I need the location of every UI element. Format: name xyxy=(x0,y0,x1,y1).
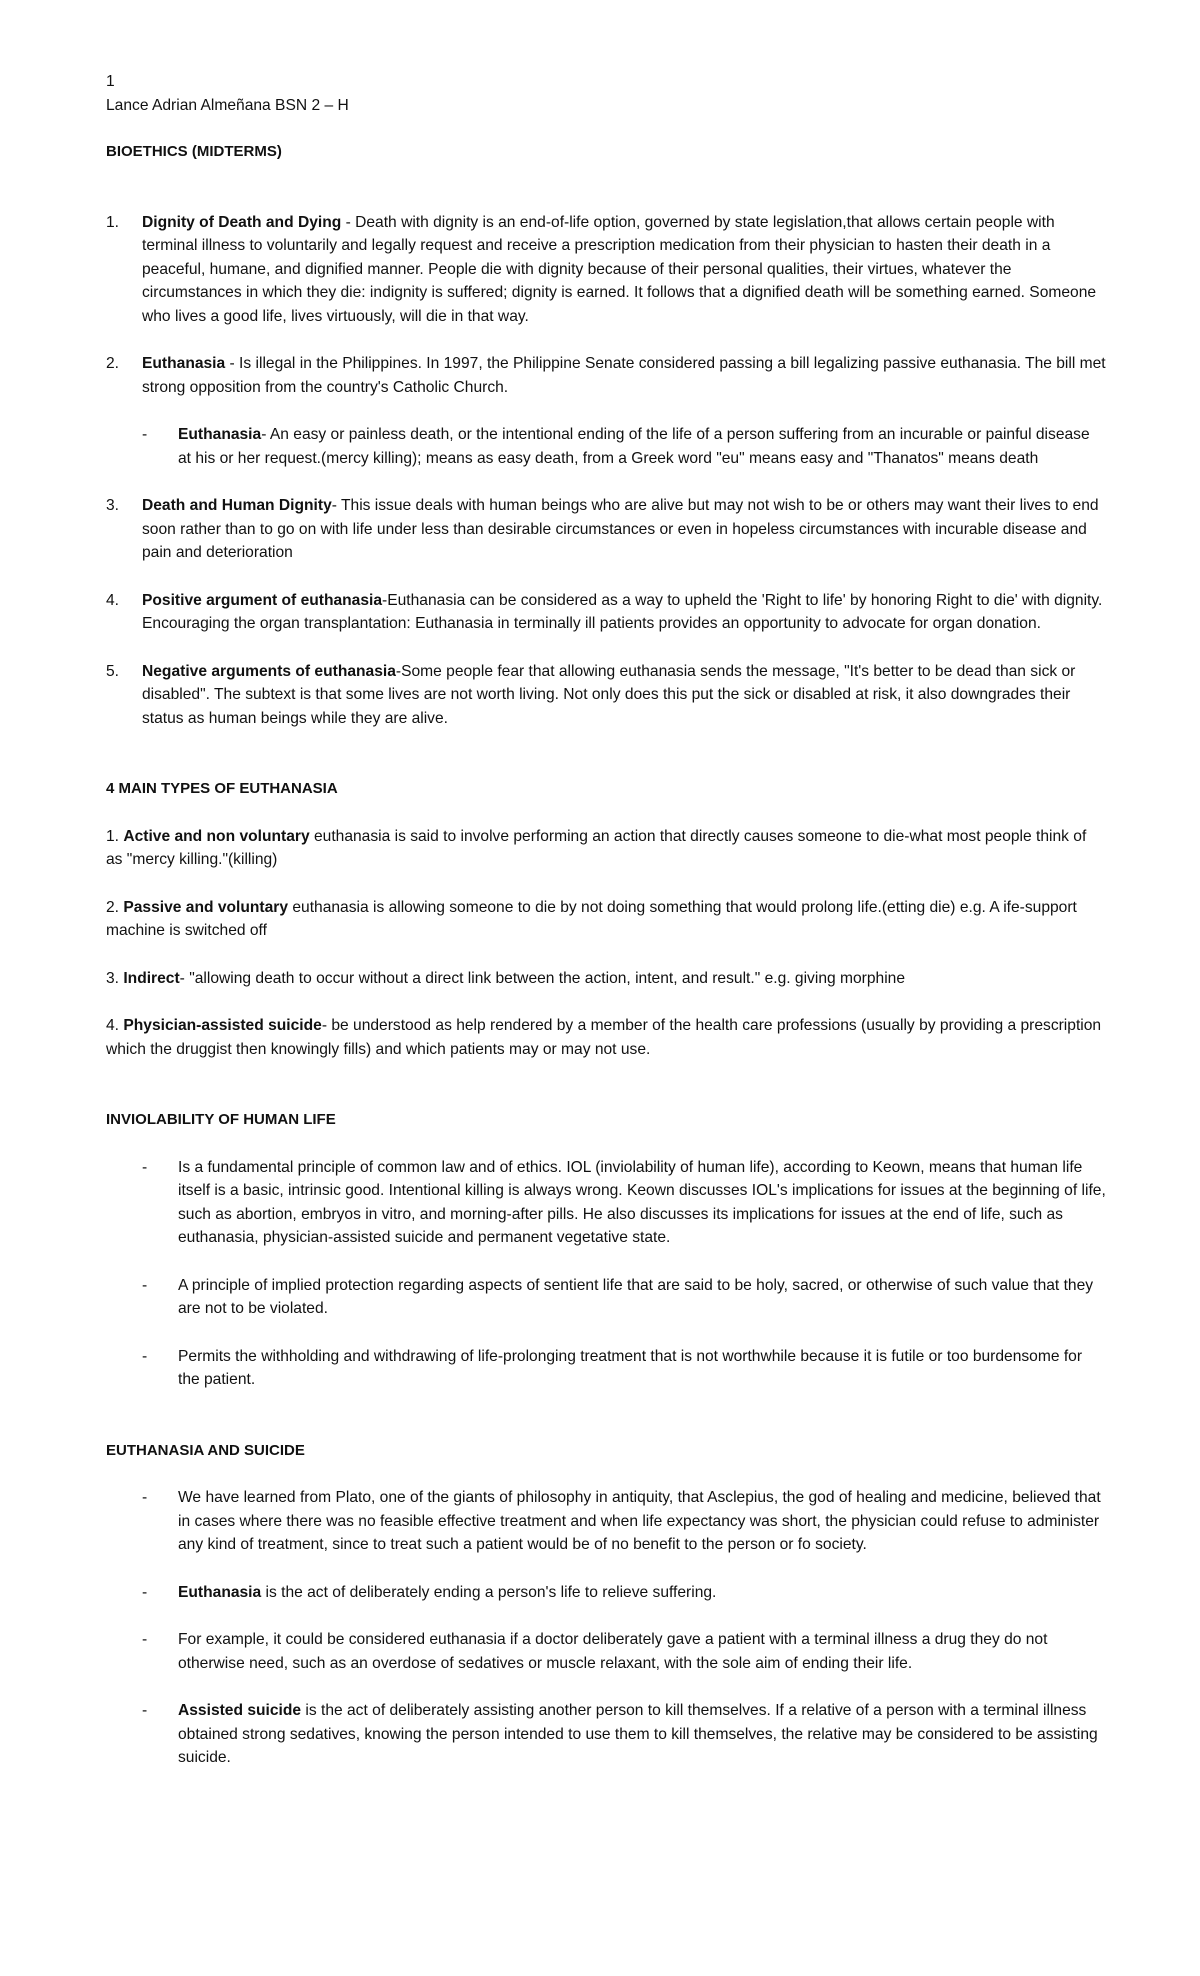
suicide-item-4 xyxy=(142,1699,1106,1770)
item-number: 4. xyxy=(106,1017,124,1034)
item-body xyxy=(142,211,1106,329)
dash-bullet: - xyxy=(142,426,148,443)
item-number: 1. xyxy=(106,213,120,231)
item-term: Active and non voluntary xyxy=(123,827,310,845)
type-item-2 xyxy=(106,896,1106,943)
item-text: - be understood as help rendered by a member of the health care professions (usually by providing a prescription which the druggist then knowingly fills) and which patients may or may not use. xyxy=(106,1017,1102,1058)
item-term: Assisted suicide xyxy=(178,1702,302,1719)
item-term: Indirect xyxy=(123,969,180,987)
dash-bullet: - xyxy=(142,1631,148,1648)
item-text: We have learned from Plato, one of the giants of philosophy in antiquity, that Asclepius, the god of healing and medicine, believed that in cases where there was no feasible effective treatment and when life expectancy was short, the physician could refuse to administer any kind of treatment, since to treat such a patient would be of no benefit to the person or fo society. xyxy=(178,1489,1101,1553)
item-text: euthanasia is said to involve performing an action that directly causes someone to die-what most people think of as "mercy killing."(killing) xyxy=(106,827,1087,868)
item-term: Euthanasia xyxy=(178,426,262,443)
item-number: 2. xyxy=(106,898,124,916)
dash-bullet: - xyxy=(142,1347,148,1365)
item-term: Negative arguments of euthanasia xyxy=(142,662,396,680)
page-number: 1 xyxy=(106,73,115,90)
item-text: - This issue deals with human beings who are alive but may not wish to be or others may want their lives to end soon rather than to go on with life under less than desirable circumstances or even in hopeless circumstances with incurable disease and pain and deterioration xyxy=(142,497,1099,561)
item-number: 1. xyxy=(106,827,124,845)
section-heading-inviolability: INVIOLABILITY OF HUMAN LIFE xyxy=(106,1111,336,1128)
item-term: Death and Human Dignity xyxy=(142,497,332,514)
type-item-3 xyxy=(106,967,1106,991)
item-text: - An easy or painless death, or the intentional ending of the life of a person suffering from an incurable or painful disease at his or her request.(mercy killing); means as easy death, from a Greek word "eu" means easy and "Thanatos" means death xyxy=(178,426,1090,467)
section-heading-types: 4 MAIN TYPES OF EUTHANASIA xyxy=(106,780,338,797)
item-text: - Is illegal in the Philippines. In 1997, the Philippine Senate considered passing a bill legalizing passive euthanasia. The bill met strong opposition from the country's Catholic Church. xyxy=(142,355,1106,396)
item-number: 4. xyxy=(106,591,120,609)
item-term: Euthanasia xyxy=(142,355,226,372)
suicide-item-1 xyxy=(142,1486,1106,1557)
numbered-item-1 xyxy=(106,211,1106,329)
numbered-item-5 xyxy=(106,660,1106,731)
item-body xyxy=(142,589,1106,636)
item-number: 3. xyxy=(106,497,120,514)
section-heading-suicide: EUTHANASIA AND SUICIDE xyxy=(106,1441,305,1459)
dash-bullet: - xyxy=(142,1702,148,1719)
item-text: - Death with dignity is an end-of-life option, governed by state legislation,that allows certain people with terminal illness to voluntarily and legally request and receive a prescription medication from their physician to hasten their death in a peaceful, humane, and dignified manner. People die with dignity because of their personal qualities, their virtues, whatever the circumstances in which they die: indignity is suffered; dignity is earned. It follows that a dignified death will be something earned. Someone who lives a good life, lives virtuously, will die in that way. xyxy=(142,213,1097,325)
item-text: is the act of deliberately ending a person's life to relieve suffering. xyxy=(261,1583,717,1601)
item-text: is the act of deliberately assisting another person to kill themselves. If a relative of a person with a terminal illness obtained strong sedatives, knowing the person intended to use them to kill themselves, the relative may be considered to be assisting suicide. xyxy=(178,1702,1098,1766)
item-body xyxy=(178,1699,1106,1770)
suicide-item-3 xyxy=(142,1628,1106,1675)
inviolability-item-3 xyxy=(142,1345,1106,1392)
item-number: 5. xyxy=(106,662,120,680)
item-body xyxy=(178,1581,1106,1605)
item-term: Physician-assisted suicide xyxy=(123,1017,322,1034)
euthanasia-definition-item xyxy=(142,423,1106,470)
numbered-item-4 xyxy=(106,589,1106,636)
item-body xyxy=(178,423,1106,470)
item-text: - "allowing death to occur without a direct link between the action, intent, and result." e.g. giving morphine xyxy=(179,969,906,987)
suicide-item-2 xyxy=(142,1581,1106,1605)
inviolability-item-2 xyxy=(142,1274,1106,1321)
item-text: -Some people fear that allowing euthanasia sends the message, "It's better to be dead than sick or disabled". The subtext is that some lives are not worth living. Not only does this put the sick or disabled at risk, it also downgrades their status as human beings while they are alive. xyxy=(142,662,1076,727)
numbered-item-2 xyxy=(106,352,1106,399)
item-body xyxy=(142,352,1106,399)
inviolability-item-1 xyxy=(142,1156,1106,1250)
item-term: Passive and voluntary xyxy=(123,898,289,916)
type-item-4 xyxy=(106,1014,1106,1061)
dash-bullet: - xyxy=(142,1489,148,1506)
dash-bullet: - xyxy=(142,1583,148,1601)
item-text: For example, it could be considered euthanasia if a doctor deliberately gave a patient with a terminal illness a drug they do not otherwise need, such as an overdose of sedatives or muscle relaxant, with the sole aim of ending their life. xyxy=(178,1631,1048,1672)
item-term: Positive argument of euthanasia xyxy=(142,591,383,609)
type-item-1 xyxy=(106,825,1106,872)
item-text: Permits the withholding and withdrawing of life-prolonging treatment that is not worthwhile because it is futile or too burdensome for the patient. xyxy=(178,1347,1083,1388)
item-number: 2. xyxy=(106,355,120,372)
author-line: Lance Adrian Almeñana BSN 2 – H xyxy=(106,96,349,114)
item-body xyxy=(142,494,1106,565)
numbered-item-3 xyxy=(106,494,1106,565)
dash-bullet: - xyxy=(142,1276,148,1294)
item-body xyxy=(178,1486,1106,1557)
item-number: 3. xyxy=(106,969,124,987)
item-term: Dignity of Death and Dying xyxy=(142,213,342,231)
dash-bullet: - xyxy=(142,1158,148,1176)
item-body xyxy=(178,1628,1106,1675)
item-text: euthanasia is allowing someone to die by not doing something that would prolong life.(etting die) e.g. A ife-support machine is switched off xyxy=(106,898,1077,939)
document-title: BIOETHICS (MIDTERMS) xyxy=(106,143,282,160)
item-text: -Euthanasia can be considered as a way to upheld the 'Right to life' by honoring Right to die' with dignity. Encouraging the organ transplantation: Euthanasia in terminally ill patients provides an opportunity to advocate for organ donation. xyxy=(142,591,1103,632)
item-text: A principle of implied protection regarding aspects of sentient life that are said to be holy, sacred, or otherwise of such value that they are not to be violated. xyxy=(178,1276,1094,1317)
item-body xyxy=(142,660,1106,731)
document-page xyxy=(106,70,1106,1770)
item-term: Euthanasia xyxy=(178,1583,262,1601)
item-text: Is a fundamental principle of common law and of ethics. IOL (inviolability of human life), according to Keown, means that human life itself is a basic, intrinsic good. Intentional killing is always wrong. Keown discusses IOL's implications for issues at the beginning of life, such as abortion, embryos in vitro, and morning-after pills. He also discusses its implications for issues at the end of life, such as euthanasia, physician-assisted suicide and permanent vegetative state. xyxy=(178,1158,1106,1246)
